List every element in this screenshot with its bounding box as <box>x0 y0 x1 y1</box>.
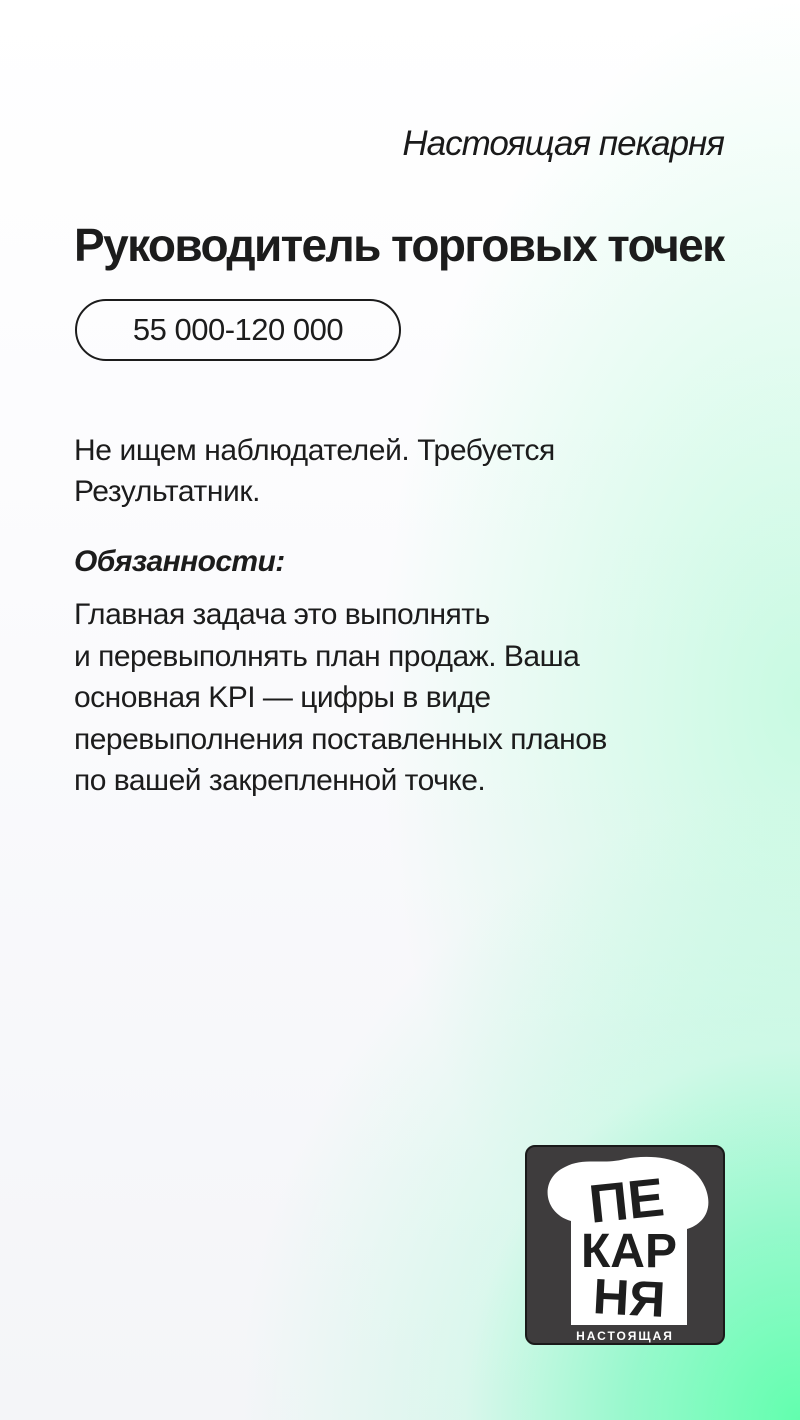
vacancy-intro: Не ищем наблюдателей. Требуется Результатник. <box>74 434 555 508</box>
logo-letters-line2: КАР <box>581 1225 677 1278</box>
vacancy-title: Руководитель торговых точек <box>74 219 724 271</box>
salary-badge <box>75 299 401 361</box>
bakery-logo <box>525 1145 725 1345</box>
salary-text: 55 000-120 000 <box>132 312 344 347</box>
logo-caption: НАСТОЯЩАЯ <box>576 1329 674 1343</box>
duties-heading: Обязанности: <box>74 545 285 578</box>
logo-letters-line3: НЯ <box>591 1268 667 1328</box>
duties-text: Главная задача это выполнять и перевыполнять план продаж. Ваша основная KPI — цифры в виде перевыполнения поставленных планов по вашей закрепленной точке. <box>74 598 607 797</box>
brand-name: Настоящая пекарня <box>402 124 724 163</box>
logo-letters-line1: ПЕ <box>586 1167 667 1235</box>
